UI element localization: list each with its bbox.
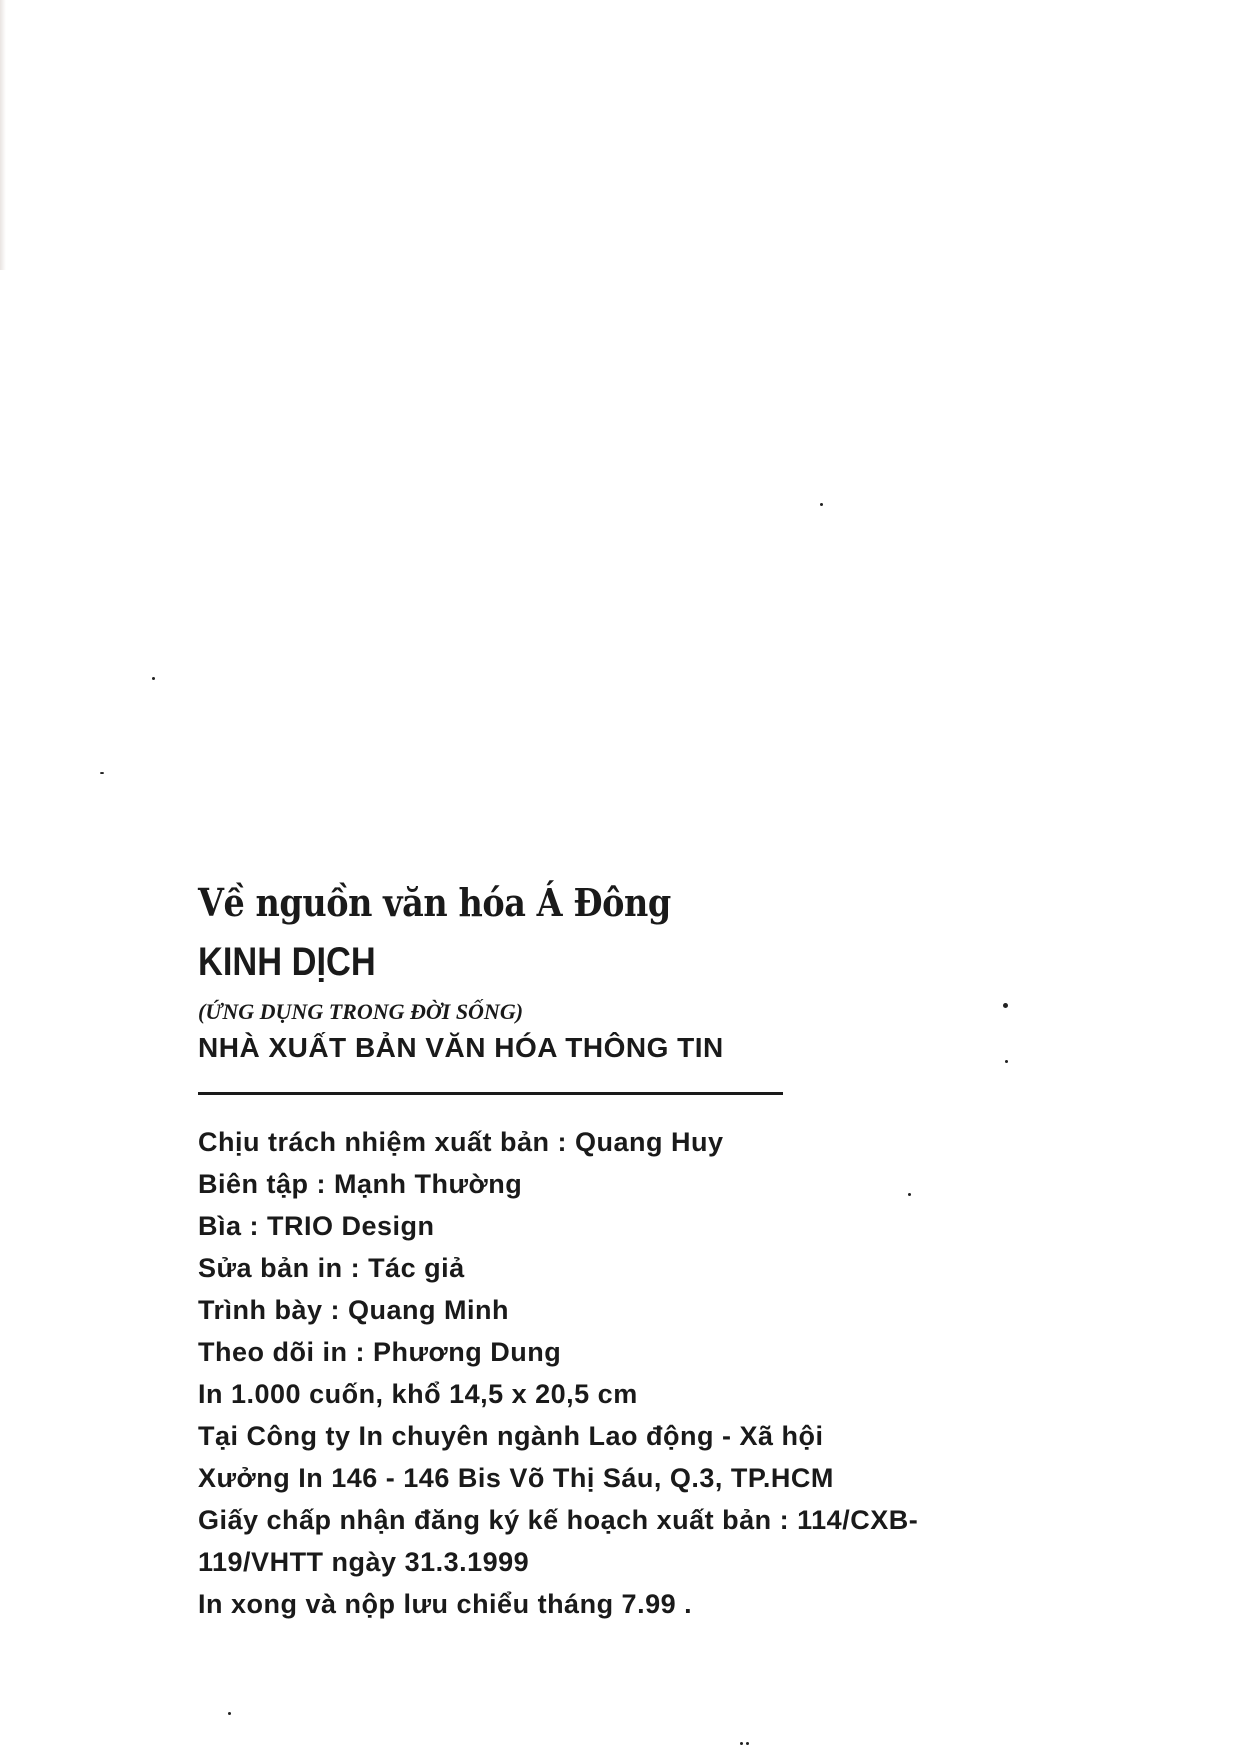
credit-line: Xưởng In 146 - 146 Bis Võ Thị Sáu, Q.3, TP.HCM xyxy=(198,1462,834,1493)
credit-line: Trình bày : Quang Minh xyxy=(198,1294,509,1325)
scan-edge-shadow xyxy=(0,0,6,270)
scan-speck xyxy=(740,1742,743,1745)
scan-speck xyxy=(152,677,155,680)
publisher-name: NHÀ XUẤT BẢN VĂN HÓA THÔNG TIN xyxy=(198,1031,724,1063)
credit-line: 119/VHTT ngày 31.3.1999 xyxy=(198,1546,530,1577)
colophon xyxy=(198,880,1078,1625)
book-subtitle: (ỨNG DỤNG TRONG ĐỜI SỐNG) xyxy=(198,998,524,1024)
credit-line: Theo dõi in : Phương Dung xyxy=(198,1336,562,1367)
credit-line: Tại Công ty In chuyên ngành Lao động - Xã hội xyxy=(198,1420,824,1451)
series-title: Về nguồn văn hóa Á Đông xyxy=(198,880,671,925)
scan-speck xyxy=(820,503,823,506)
divider-rule xyxy=(198,1092,783,1095)
scan-speck xyxy=(746,1742,749,1745)
credit-line: Bìa : TRIO Design xyxy=(198,1210,435,1241)
scan-speck xyxy=(100,772,104,774)
book-title: KINH DỊCH xyxy=(198,939,376,984)
credit-line: In 1.000 cuốn, khổ 14,5 x 20,5 cm xyxy=(198,1378,638,1409)
credit-line: Sửa bản in : Tác giả xyxy=(198,1252,465,1283)
credit-line: Biên tập : Mạnh Thường xyxy=(198,1168,523,1199)
credit-line: In xong và nộp lưu chiểu tháng 7.99 . xyxy=(198,1588,693,1619)
credit-line: Chịu trách nhiệm xuất bản : Quang Huy xyxy=(198,1126,724,1157)
credit-line: Giấy chấp nhận đăng ký kế hoạch xuất bản : 114/CXB- xyxy=(198,1504,919,1535)
scan-speck xyxy=(228,1712,231,1715)
credits-list xyxy=(198,1121,1078,1625)
